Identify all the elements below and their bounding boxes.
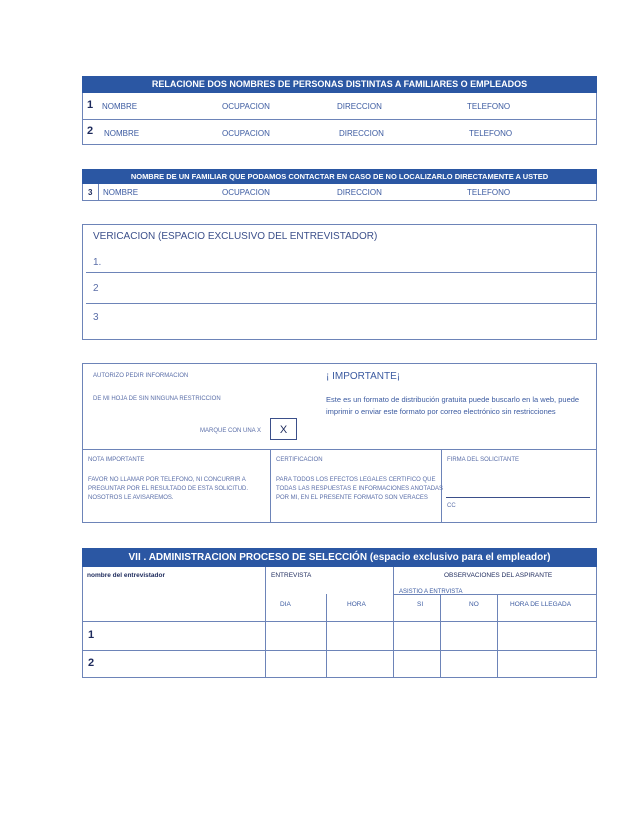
mark-instruction: MARQUE CON UNA X — [200, 428, 262, 434]
attended-header: ASISTIO A ENTRVISTA — [399, 589, 463, 595]
important-title: ¡ IMPORTANTE¡ — [326, 371, 401, 382]
ocupacion-field[interactable]: OCUPACION — [222, 102, 270, 111]
nombre-field[interactable]: NOMBRE — [102, 102, 138, 111]
signature-title: FIRMA DEL SOLICITANTE — [447, 457, 520, 463]
certification-title: CERTIFICACION — [276, 457, 323, 463]
telefono-field[interactable]: TELEFONO — [467, 102, 511, 111]
direccion-field[interactable]: DIRECCION — [337, 188, 382, 197]
important-text: imprimir o enviar este formato por correo electrónico sin restricciones — [326, 407, 556, 416]
signature-line[interactable] — [446, 497, 590, 498]
authorize-label: AUTORIZO PEDIR INFORMACION — [93, 373, 189, 379]
day-header: DIA — [280, 601, 291, 608]
ocupacion-field[interactable]: OCUPACION — [222, 129, 270, 138]
references-header: RELACIONE DOS NOMBRES DE PERSONAS DISTINTAS A FAMILIARES O EMPLEADOS — [82, 76, 597, 93]
telefono-field[interactable]: TELEFONO — [469, 129, 513, 138]
verification-item[interactable]: 2 — [93, 283, 99, 294]
reference-row — [82, 93, 597, 119]
row-number: 3 — [88, 188, 93, 197]
interview-column-header: ENTREVISTA — [271, 572, 312, 579]
hour-header: HORA — [347, 601, 366, 608]
admin-row-number: 1 — [88, 629, 95, 641]
ocupacion-field[interactable]: OCUPACION — [222, 188, 270, 197]
certification-line: PARA TODOS LOS EFECTOS LEGALES CERTIFICO QUE — [276, 477, 436, 483]
direccion-field[interactable]: DIRECCION — [337, 102, 382, 111]
interviewer-column-header: nombre del entrevistador — [87, 572, 166, 579]
nombre-field[interactable]: NOMBRE — [103, 188, 139, 197]
family-contact-row — [82, 184, 597, 201]
certification-line: POR MI, EN EL PRESENTE FORMATO SON VERACES — [276, 495, 428, 501]
verification-item[interactable]: 3 — [93, 312, 99, 323]
nombre-field[interactable]: NOMBRE — [104, 129, 140, 138]
telefono-field[interactable]: TELEFONO — [467, 188, 511, 197]
authorize-detail: DE MI HOJA DE SIN NINGUNA RESTRICCION — [93, 396, 221, 402]
note-line: NOSOTROS LE AVISAREMOS. — [88, 495, 174, 501]
cc-label: CC — [447, 503, 456, 509]
admin-header: VII . ADMINISTRACION PROCESO DE SELECCIÓN (espacio exclusivo para el empleador) — [82, 548, 597, 567]
row-number: 1 — [87, 99, 94, 111]
mark-checkbox[interactable]: X — [270, 418, 297, 440]
reference-row — [82, 119, 597, 145]
row-number: 2 — [87, 125, 94, 137]
yes-header: SI — [417, 601, 424, 608]
certification-line: TODAS LAS RESPUESTAS E INFORMACIONES ANOTADAS — [276, 486, 444, 492]
observations-column-header: OBSERVACIONES DEL ASPIRANTE — [444, 572, 553, 579]
verification-item[interactable]: 1. — [93, 257, 102, 268]
admin-row-number: 2 — [88, 657, 95, 669]
direccion-field[interactable]: DIRECCION — [339, 129, 384, 138]
admin-table — [82, 567, 597, 678]
note-line: FAVOR NO LLAMAR POR TELEFONO, NI CONCURRIR A — [88, 477, 246, 483]
note-line: PREGUNTAR POR EL RESULTADO DE ESTA SOLICITUD. — [88, 486, 249, 492]
important-text: Este es un formato de distribución gratuita puede buscarlo en la web, puede — [326, 395, 580, 404]
verification-title: VERICACION (ESPACIO EXCLUSIVO DEL ENTREVISTADOR) — [93, 231, 378, 242]
family-contact-header: NOMBRE DE UN FAMILIAR QUE PODAMOS CONTACTAR EN CASO DE NO LOCALIZARLO DIRECTAMENTE A USTED — [82, 169, 597, 184]
arrival-time-header: HORA DE LLEGADA — [510, 601, 572, 608]
note-title: NOTA IMPORTANTE — [88, 457, 145, 463]
no-header: NO — [469, 601, 479, 608]
